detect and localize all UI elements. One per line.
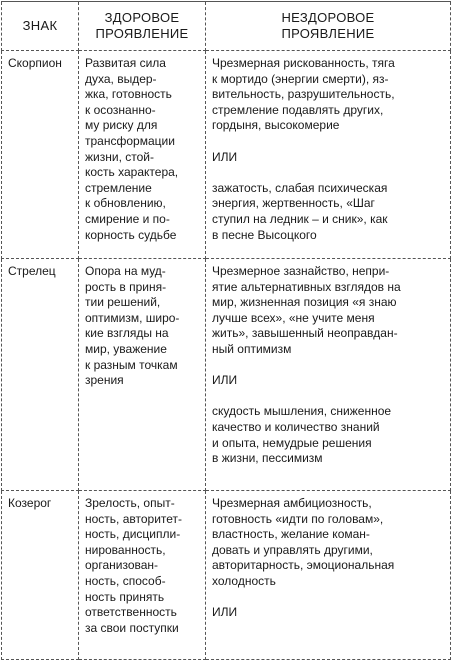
header-sign: ЗНАК <box>2 2 79 51</box>
table-row <box>2 51 451 259</box>
text-line: ность, дисципли- <box>85 527 181 542</box>
text-line: в жизни, пессимизм <box>212 451 323 466</box>
text-line: Чрезмерное зазнайство, непри- <box>212 264 390 278</box>
text-line: лучше всех», «не учите меня <box>212 310 375 325</box>
text-line: жка, готовность <box>85 87 172 102</box>
text-line: вительность, разрушительность, <box>212 87 395 102</box>
text-line: Чрезмерная рискованность, тяга <box>212 56 395 70</box>
text-line: корность судьбе <box>85 227 177 242</box>
text-line: ятие альтернативных взглядов на <box>212 279 401 294</box>
text-line: ность, способ- <box>85 573 166 588</box>
text-line: Опора на муд- <box>85 264 166 278</box>
header-healthy-line: ЗДОРОВОЕ <box>104 10 180 25</box>
text-line: зрения <box>85 373 124 388</box>
page <box>1 1 450 653</box>
text-line: к осознанно- <box>85 102 156 117</box>
text-line: в песне Высоцкого <box>212 227 317 242</box>
text-line: скудость мышления, сниженное <box>212 404 392 419</box>
table-row <box>2 491 451 660</box>
text-line: ступил на ледник – и сник», как <box>212 211 388 226</box>
text-line: жить», завышенный неоправдан- <box>212 326 398 341</box>
text-line: мир, уважение <box>85 341 167 356</box>
or-label: ИЛИ <box>212 605 238 620</box>
zodiac-manifestation-table <box>1 1 451 660</box>
sign-cell: Стрелец <box>2 259 79 491</box>
text-line: властность, желание коман- <box>212 527 370 542</box>
text-line: за свои поступки <box>85 620 179 635</box>
text-line: к разным точкам <box>85 357 178 372</box>
text-line: зажатость, слабая психическая <box>212 180 388 195</box>
text-line: рость в приня- <box>85 279 167 294</box>
text-line: кость характера, <box>85 165 179 180</box>
text-line: Зрелость, опыт- <box>85 496 175 510</box>
text-line: жизни, стой- <box>85 149 154 164</box>
text-line: готовность «идти по головам», <box>212 511 384 526</box>
spacer <box>212 389 446 405</box>
text-line: трансформации <box>85 133 175 148</box>
text-line: организован- <box>85 558 159 573</box>
table-header-row <box>2 2 451 51</box>
text-line: энергия, жертвенность, «Шаг <box>212 196 375 211</box>
text-line: к обновлению, <box>85 196 166 211</box>
text-line: к мортидо (энергии смерти), яз- <box>212 71 389 86</box>
text-line: оптимизм, широ- <box>85 310 180 325</box>
text-line: гордыня, высокомерие <box>212 118 340 133</box>
header-unhealthy-line: НЕЗДОРОВОЕ <box>281 10 375 25</box>
spacer <box>212 134 446 150</box>
text-line: кие взгляды на <box>85 326 169 341</box>
unhealthy-cell <box>206 259 451 491</box>
text-line: нированность, <box>85 542 166 557</box>
text-line: духа, выдер- <box>85 71 157 86</box>
text-line: Развитая сила <box>85 56 166 70</box>
healthy-cell <box>79 51 206 259</box>
text-line: ответственность <box>85 605 177 620</box>
table-row <box>2 259 451 491</box>
header-unhealthy <box>206 2 451 51</box>
text-line: ный оптимизм <box>212 341 292 356</box>
text-line: тии решений, <box>85 295 161 310</box>
text-line: смирение и по- <box>85 211 170 226</box>
text-line: авторитарность, эмоциональная <box>212 558 395 573</box>
healthy-cell <box>79 259 206 491</box>
text-line: ность принять <box>85 589 165 604</box>
header-unhealthy-line: ПРОЯВЛЕНИЕ <box>281 26 375 41</box>
text-line: мир, жизненная позиция «я знаю <box>212 295 397 310</box>
header-healthy <box>79 2 206 51</box>
spacer <box>212 358 446 374</box>
text-line: качество и количество знаний <box>212 419 380 434</box>
text-line: ность, авторитет- <box>85 511 183 526</box>
text-line: стремление <box>85 180 152 195</box>
text-line: му риску для <box>85 118 158 133</box>
unhealthy-cell <box>206 491 451 660</box>
or-label: ИЛИ <box>212 373 238 388</box>
text-line: холодность <box>212 573 276 588</box>
spacer <box>212 165 446 181</box>
unhealthy-cell <box>206 51 451 259</box>
text-line: и опыта, немудрые решения <box>212 435 372 450</box>
text-line: довать и управлять другими, <box>212 542 373 557</box>
or-label: ИЛИ <box>212 149 238 164</box>
text-line: Чрезмерная амбициозность, <box>212 496 372 510</box>
spacer <box>212 590 446 606</box>
text-line: стремление подавлять других, <box>212 102 384 117</box>
healthy-cell <box>79 491 206 660</box>
header-healthy-line: ПРОЯВЛЕНИЕ <box>95 26 189 41</box>
sign-cell: Козерог <box>2 491 79 660</box>
sign-cell: Скорпион <box>2 51 79 259</box>
